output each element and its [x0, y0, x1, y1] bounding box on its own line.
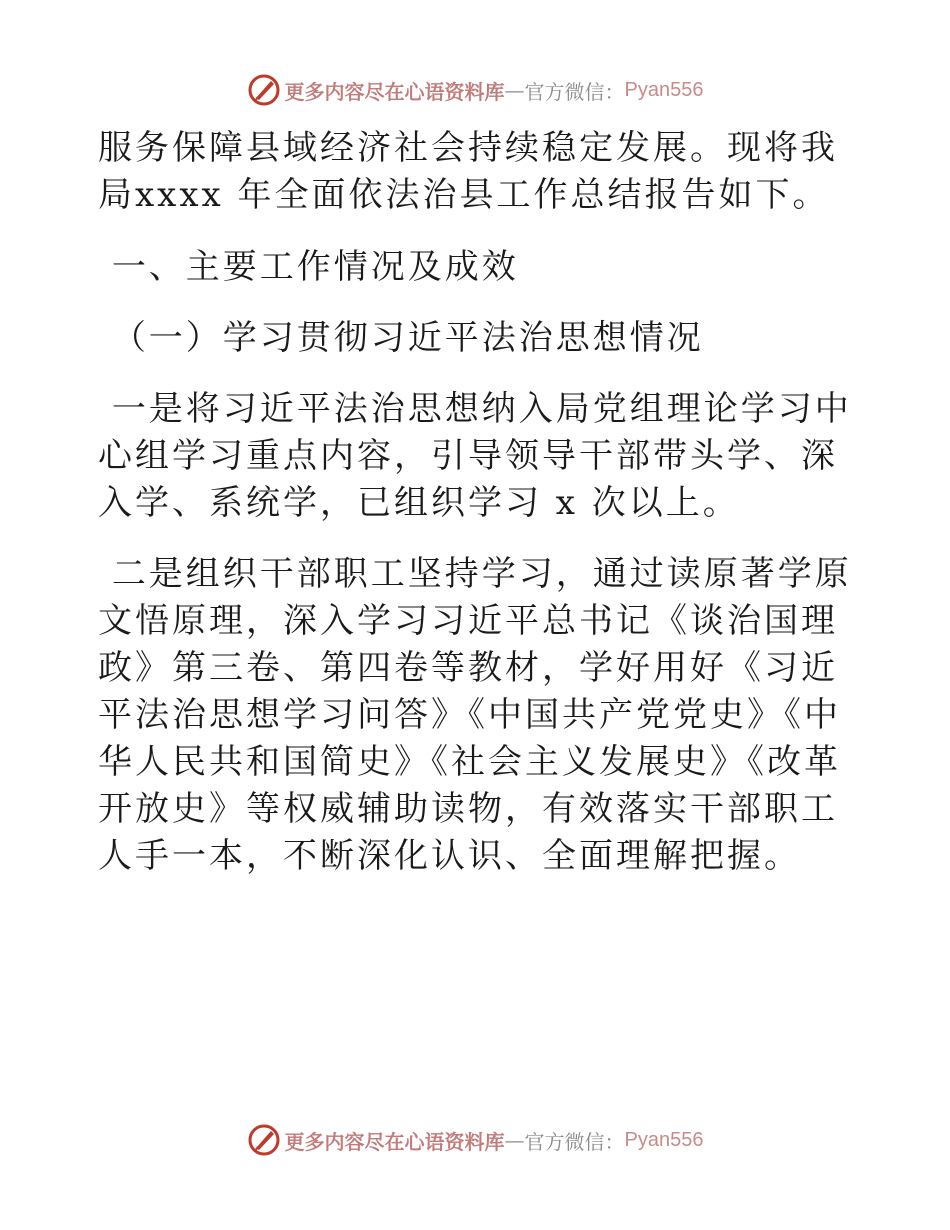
banner-main-text: 更多内容尽在心语资料库: [284, 79, 505, 104]
section-heading-1: 一、主要工作情况及成效: [98, 247, 519, 287]
banner-separator: —: [504, 1128, 525, 1152]
footer-banner: [0, 1120, 950, 1160]
subsection-heading-1: （一）学习贯彻习近平法治思想情况: [98, 318, 704, 358]
paragraph-point-two: 二是组织干部职工坚持学习，通过读原著学原文悟原理，深入学习习近平总书记《谈治国理政》第三卷、第四卷等教材，学好用好《习近平法治思想学习问答》《中国共产党党史》《中华人民共和国简史》《社会主义发展史》《改革开放史》等权威辅助读物，有效落实干部职工人手一本，不断深化认识、全面理解把握。: [98, 554, 852, 876]
banner-wechat-id: Pyan556: [624, 1128, 704, 1151]
paragraph-intro: 服务保障县域经济社会持续稳定发展。现将我局xxxx 年全面依法治县工作总结报告如下。: [98, 128, 838, 215]
banner-wechat-label: 官方微信：: [524, 79, 625, 104]
header-banner: [0, 70, 950, 110]
paragraph-point-one: 一是将习近平法治思想纳入局党组理论学习中心组学习重点内容，引导领导干部带头学、深入学、系统学，已组织学习 x 次以上。: [98, 389, 852, 523]
banner-main-text: 更多内容尽在心语资料库: [284, 1129, 505, 1154]
quill-pen-logo-icon: [247, 73, 281, 107]
banner-wechat-label: 官方微信：: [524, 1129, 625, 1154]
document-body: [98, 125, 858, 880]
banner-wechat-id: Pyan556: [624, 78, 704, 101]
banner-separator: —: [504, 78, 525, 102]
quill-pen-logo-icon: [247, 1123, 281, 1157]
